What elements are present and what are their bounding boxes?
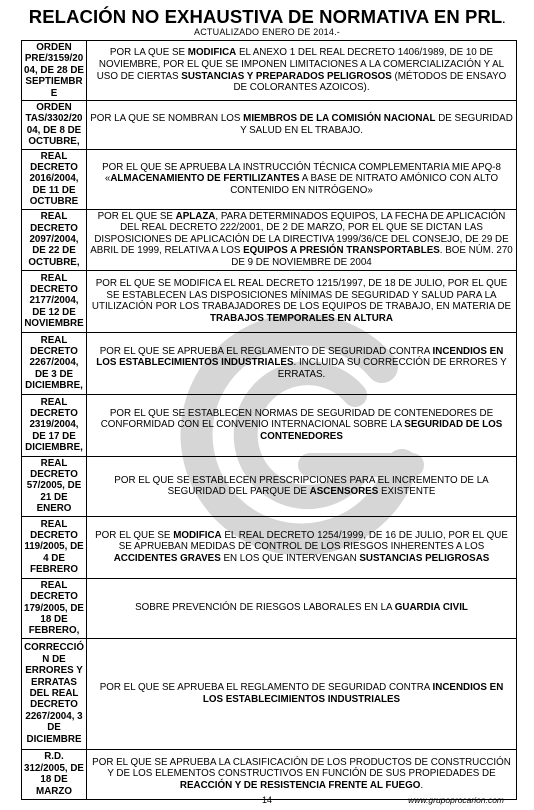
regulation-description bbox=[87, 149, 517, 209]
description-text: EN LOS QUE INTERVENGAN bbox=[220, 552, 360, 564]
regulation-reference: R.D. 312/2005, DE 18 DE MARZO bbox=[22, 749, 87, 799]
regulation-reference: REAL DECRETO 179/2005, DE 18 DE FEBRERO, bbox=[22, 578, 87, 638]
regulation-description bbox=[87, 332, 517, 394]
regulation-description bbox=[87, 41, 517, 101]
regulation-description bbox=[87, 101, 517, 150]
regulation-reference: REAL DECRETO 57/2005, DE 21 DE ENERO bbox=[22, 456, 87, 516]
description-text: EXISTENTE bbox=[378, 486, 436, 498]
regulation-description bbox=[87, 270, 517, 332]
regulation-description bbox=[87, 456, 517, 516]
description-highlight: TRABAJOS TEMPORALES EN ALTURA bbox=[210, 312, 393, 324]
description-text: EL REAL DECRETO 1254/1999, DE 16 DE JULIO, POR EL QUE SE APRUEBAN MEDIDAS DE CONTROL DE LOS RIESGOS INHERENTES A LOS bbox=[118, 529, 508, 553]
description-highlight: ALMACENAMIENTO DE FERTILIZANTES bbox=[110, 173, 300, 185]
table-row bbox=[22, 149, 517, 209]
table-row bbox=[22, 394, 517, 456]
regulation-reference: CORRECCIÓN DE ERRORES Y ERRATAS DEL REAL DECRETO 2267/2004, 3 DE DICIEMBRE bbox=[22, 638, 87, 749]
description-text: DE SEGURIDAD Y SALUD EN EL TRABAJO. bbox=[240, 113, 513, 136]
regulation-description bbox=[87, 749, 517, 799]
description-text: POR EL QUE SE ESTABLECEN NORMAS DE SEGURIDAD DE CONTENEDORES DE CONFORMIDAD CON EL CONVENIO INTERNACIONAL SOBRE LA bbox=[100, 407, 494, 431]
document-title bbox=[0, 6, 534, 28]
table-row bbox=[22, 516, 517, 578]
table-row bbox=[22, 41, 517, 101]
description-highlight: ASCENSORES bbox=[309, 486, 379, 498]
description-highlight: ACCIDENTES GRAVES bbox=[113, 552, 221, 564]
regulation-reference: REAL DECRETO 119/2005, DE 4 DE FEBRERO bbox=[22, 516, 87, 578]
description-highlight: INCENDIOS EN LOS ESTABLECIMIENTOS INDUSTRIALES bbox=[202, 682, 504, 705]
table-row bbox=[22, 209, 517, 270]
table-row bbox=[22, 638, 517, 749]
description-text: POR EL QUE SE APRUEBA LA CLASIFICACIÓN DE LOS PRODUCTOS DE CONSTRUCCIÓN Y DE LOS ELEMENTOS CONSTRUCTIVOS EN FUNCIÓN DE SUS PROPIEDADES DE bbox=[92, 756, 511, 780]
description-highlight: REACCIÓN Y DE RESISTENCIA FRENTE AL FUEGO bbox=[179, 780, 421, 792]
regulation-reference: REAL DECRETO 2016/2004, DE 11 DE OCTUBRE bbox=[22, 149, 87, 209]
table-row bbox=[22, 749, 517, 799]
description-highlight: MODIFICA bbox=[187, 47, 237, 59]
regulation-description bbox=[87, 516, 517, 578]
regulations-table bbox=[21, 40, 517, 800]
description-text: SOBRE PREVENCIÓN DE RIESGOS LABORALES EN LA bbox=[135, 602, 395, 614]
description-text: POR EL QUE SE bbox=[95, 529, 174, 541]
description-highlight: MIEMBROS DE LA COMISIÓN NACIONAL bbox=[243, 113, 436, 125]
description-highlight: GUARDIA CIVIL bbox=[394, 602, 468, 614]
table-row bbox=[22, 101, 517, 150]
description-highlight: APLAZA bbox=[175, 210, 216, 222]
website-link[interactable]: www.grupoprocarion.com bbox=[408, 795, 504, 805]
description-text: POR EL QUE SE APRUEBA EL REGLAMENTO DE SEGURIDAD CONTRA bbox=[99, 682, 433, 694]
regulation-description bbox=[87, 394, 517, 456]
document-title-period: . bbox=[502, 15, 506, 26]
table-row bbox=[22, 578, 517, 638]
regulation-reference: REAL DECRETO 2097/2004, DE 22 DE OCTUBRE, bbox=[22, 209, 87, 270]
description-highlight: SUSTANCIAS PELIGROSAS bbox=[359, 552, 490, 564]
description-text: A BASE DE NITRATO AMÓNICO CON ALTO CONTENIDO EN NITRÓGENO» bbox=[230, 173, 499, 196]
regulation-reference: REAL DECRETO 2267/2004, DE 3 DE DICIEMBRE, bbox=[22, 332, 87, 394]
regulations-table-body bbox=[22, 41, 517, 800]
description-text: . BOE NÚM. 270 DE 9 DE NOVIEMBRE DE 2004 bbox=[231, 245, 513, 269]
description-highlight: INCENDIOS EN LOS ESTABLECIMIENTOS INDUSTRIALES bbox=[96, 345, 504, 369]
regulation-reference: ORDEN PRE/3159/2004, DE 28 DE SEPTIEMBRE bbox=[22, 41, 87, 101]
regulation-description bbox=[87, 578, 517, 638]
update-date: ACTUALIZADO ENERO DE 2014.- bbox=[194, 27, 340, 37]
description-highlight: SEGURIDAD DE LOS CONTENEDORES bbox=[260, 419, 503, 442]
table-row bbox=[22, 332, 517, 394]
description-text: POR EL QUE SE APRUEBA EL REGLAMENTO DE SEGURIDAD CONTRA bbox=[99, 345, 433, 357]
description-text: POR EL QUE SE bbox=[97, 210, 176, 222]
description-text: POR EL QUE SE APRUEBA LA INSTRUCCIÓN TÉCNICA COMPLEMENTARIA MIE APQ-8 « bbox=[102, 161, 501, 185]
document-title-text: RELACIÓN NO EXHAUSTIVA DE NORMATIVA EN PRL bbox=[28, 6, 503, 27]
description-text: (MÉTODOS DE ENSAYO DE COLORANTES AZOICOS). bbox=[233, 70, 507, 94]
page-number: 14 bbox=[261, 795, 272, 805]
description-text: POR LA QUE SE bbox=[109, 47, 188, 59]
table-row bbox=[22, 270, 517, 332]
description-highlight: MODIFICA bbox=[173, 529, 222, 541]
regulation-description bbox=[87, 209, 517, 270]
table-row bbox=[22, 456, 517, 516]
description-text: , PARA DETERMINADOS EQUIPOS, LA FECHA DE APLICACIÓN DEL REAL DECRETO 222/2001, DE 2 DE MARZO, POR EL QUE SE DICTAN LAS DISPOSICIONES DE APLICACIÓN DE LA DIRECTIVA 1999/36/CE DEL CONSEJO, DE 29 DE ABRIL DE 1999, RELATIVA A LOS bbox=[90, 210, 509, 257]
description-text: POR LA QUE SE NOMBRAN LOS bbox=[90, 113, 244, 125]
description-text: . bbox=[420, 780, 424, 792]
description-text: POR EL QUE SE MODIFICA EL REAL DECRETO 1215/1997, DE 18 DE JULIO, POR EL QUE SE ESTABLECEN LAS DISPOSICIONES MÍNIMAS DE SEGURIDAD Y SALUD PARA LA UTILIZACIÓN POR LOS TRABAJADORES DE LOS EQUIPOS DE TRABAJO, EN MATERIA DE bbox=[91, 277, 512, 313]
regulation-description bbox=[87, 638, 517, 749]
description-text: POR EL QUE SE ESTABLECEN PRESCRIPCIONES PARA EL INCREMENTO DE LA SEGURIDAD DEL PARQUE DE bbox=[114, 474, 489, 498]
regulation-reference: ORDEN TAS/3302/2004, DE 8 DE OCTUBRE, bbox=[22, 101, 87, 150]
description-text: . INCLUIDA SU CORRECCIÓN DE ERRORES Y ERRATAS. bbox=[277, 357, 507, 380]
regulation-reference: REAL DECRETO 2319/2004, DE 17 DE DICIEMBRE, bbox=[22, 394, 87, 456]
description-highlight: EQUIPOS A PRESIÓN TRANSPORTABLES bbox=[243, 245, 440, 257]
description-text: EL ANEXO 1 DEL REAL DECRETO 1406/1989, DE 10 DE NOVIEMBRE, POR EL QUE SE IMPONEN LIMITACIONES A LA COMERCIALIZACIÓN Y AL USO DE CIERTAS bbox=[96, 47, 505, 82]
description-highlight: SUSTANCIAS Y PREPARADOS PELIGROSOS bbox=[181, 70, 392, 82]
regulation-reference: REAL DECRETO 2177/2004, DE 12 DE NOVIEMBRE bbox=[22, 270, 87, 332]
